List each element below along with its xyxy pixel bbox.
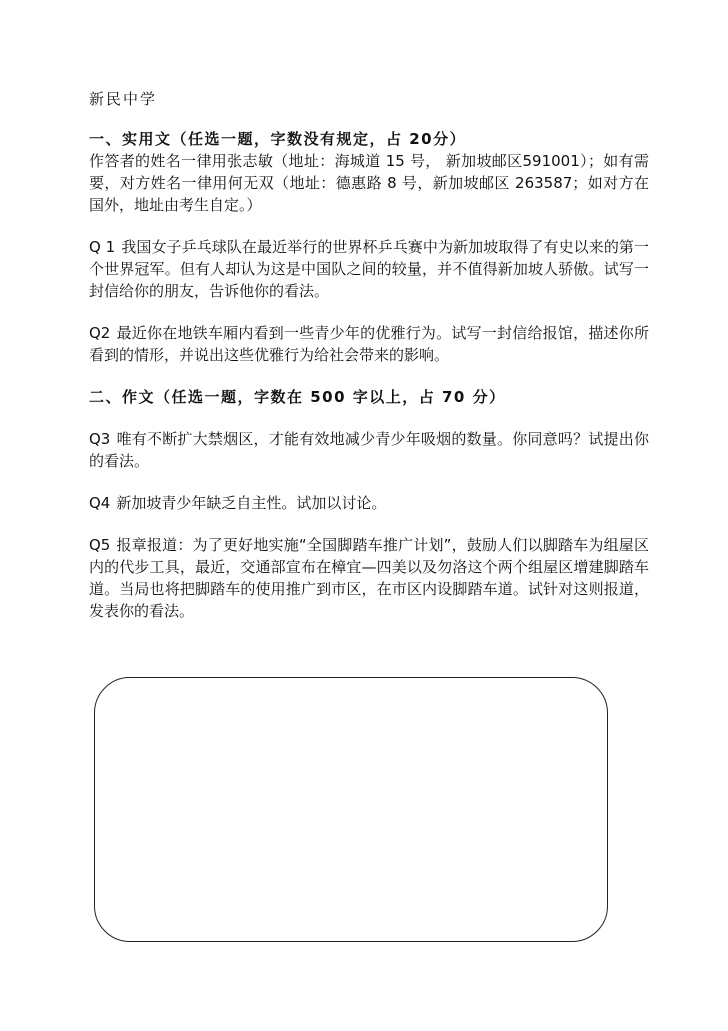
question-1-text: 我国女子乒乓球队在最近举行的世界杯乒乓赛中为新加坡取得了有史以来的第一个世界冠军。但有人却认为这是中国队之间的较量，并不值得新加坡人骄傲。试写一封信给你的朋友，告诉他你的看法。 — [89, 238, 649, 300]
question-3-label: Q3 — [89, 430, 111, 448]
question-5-text: 报章报道：为了更好地实施“全国脚踏车推广计划”，鼓励人们以脚踏车为组屋区内的代步工具，最近，交通部宣布在樟宜—四美以及勿洛这个两个组屋区增建脚踏车道。当局也将把脚踏车的使用推广到市区，在市区内设脚踏车道。试针对这则报道，发表你的看法。 — [89, 536, 649, 620]
question-4-text: 新加坡青少年缺乏自主性。试加以讨论。 — [116, 494, 387, 512]
question-1-label: Q 1 — [89, 238, 116, 256]
question-2-text: 最近你在地铁车厢内看到一些青少年的优雅行为。试写一封信给报馆，描述你所看到的情形，并说出这些优雅行为给社会带来的影响。 — [89, 324, 649, 364]
question-2-label: Q2 — [89, 324, 111, 342]
section-1 — [89, 128, 649, 216]
question-4-label: Q4 — [89, 494, 111, 512]
school-name: 新民中学 — [89, 90, 158, 108]
section-1-instructions: 作答者的姓名一律用张志敏（地址：海城道 15 号， 新加坡邮区591001）；如有需要，对方姓名一律用何无双（地址：德惠路 8 号，新加坡邮区 263587；如对方在国外，地址由考生自定。） — [89, 152, 649, 214]
section-2-heading: 二、作文（任选一题，字数在 500 字以上，占 70 分） — [89, 388, 506, 406]
rounded-answer-box — [94, 677, 608, 942]
exam-content — [89, 88, 649, 642]
question-4 — [89, 492, 649, 514]
question-2 — [89, 322, 649, 366]
question-5-label: Q5 — [89, 536, 111, 554]
question-3-text: 唯有不断扩大禁烟区，才能有效地减少青少年吸烟的数量。你同意吗？试提出你的看法。 — [89, 430, 649, 470]
section-1-heading: 一、实用文（任选一题，字数没有规定，占 20分） — [89, 130, 467, 148]
question-3 — [89, 428, 649, 472]
section-2 — [89, 386, 649, 408]
question-5 — [89, 534, 649, 622]
question-1 — [89, 236, 649, 302]
